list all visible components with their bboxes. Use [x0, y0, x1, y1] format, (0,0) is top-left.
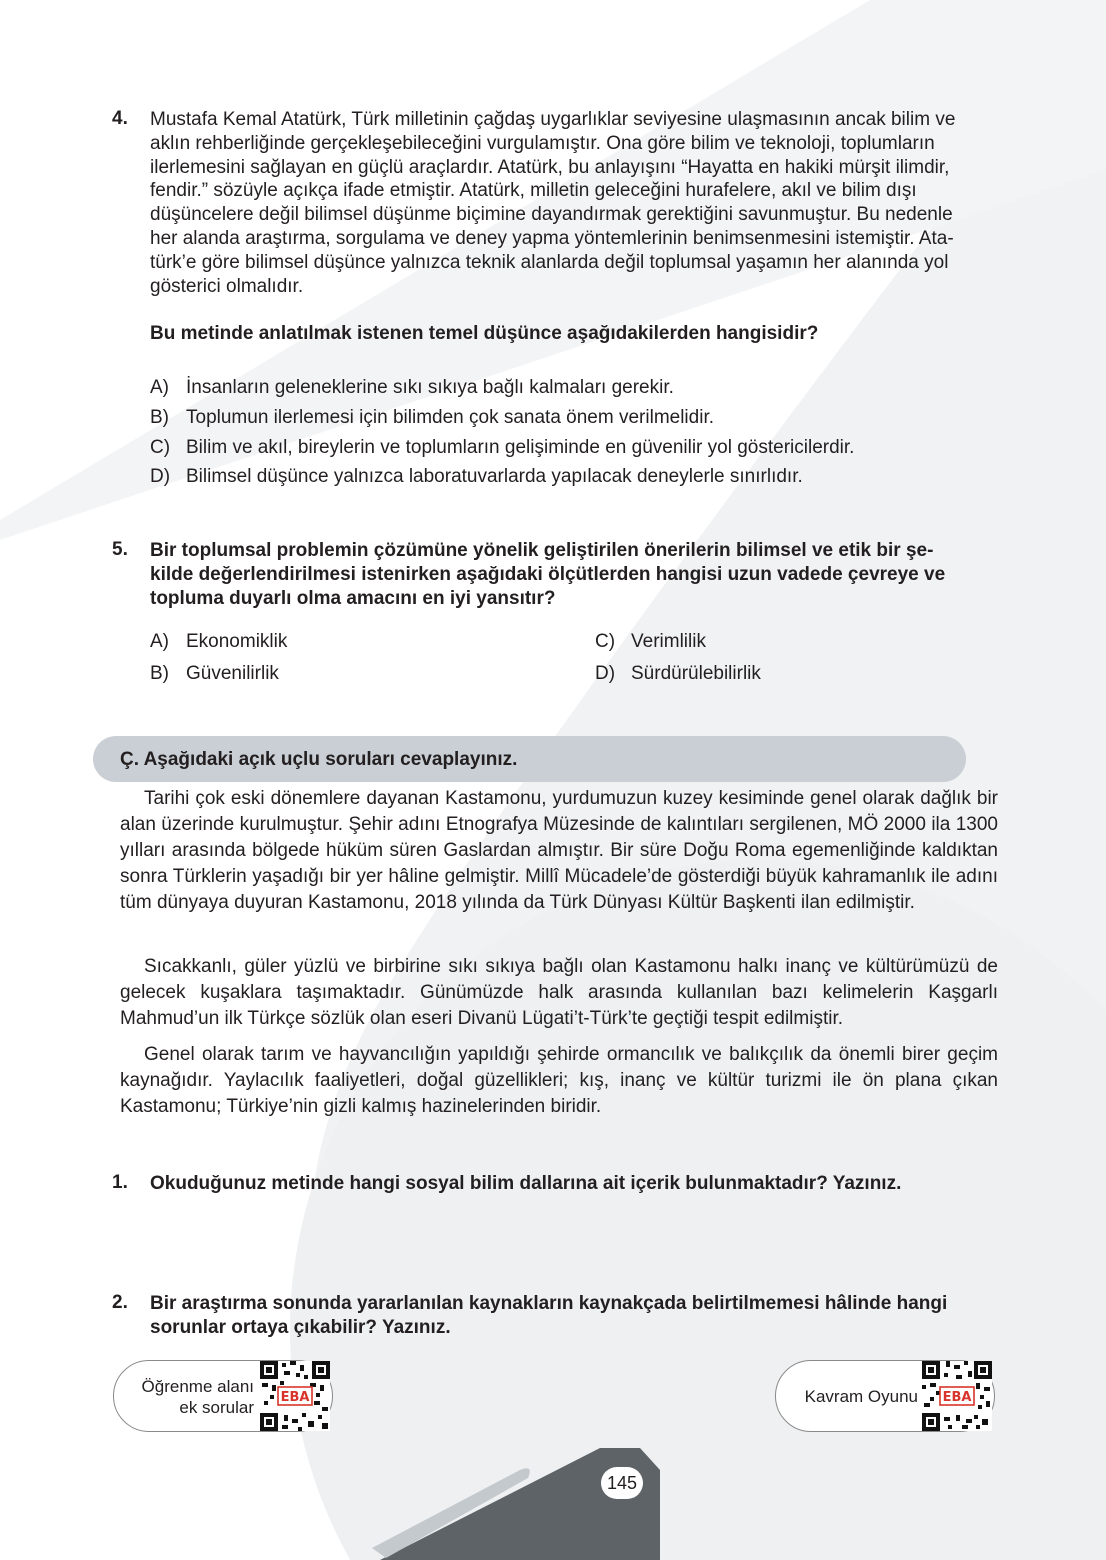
option-letter: D): [150, 466, 171, 487]
option-letter: C): [595, 631, 616, 652]
open-question-1: [112, 1172, 997, 1196]
option-text: Verimlilik: [631, 631, 706, 652]
option-letter: A): [150, 377, 169, 398]
eba-badge: EBA: [942, 1390, 972, 1405]
option-text: Bilimsel düşünce yalnızca laboratuvarlarda yapılacak deneylerle sınırlıdır.: [186, 466, 803, 487]
option-d[interactable]: [595, 663, 761, 685]
option-a[interactable]: [150, 631, 287, 653]
stem-line: kilde değerlendirilmesi istenirken aşağıdaki ölçütlerden hangisi uzun vadede çevreye ve: [150, 564, 946, 585]
qr-card-label: [130, 1376, 254, 1418]
option-letter: C): [150, 437, 171, 458]
option-b[interactable]: [150, 663, 279, 685]
page-number: 145: [601, 1467, 643, 1499]
section-title: Ç. Aşağıdaki açık uçlu soruları cevaplayınız.: [120, 749, 518, 770]
question-stem: Bu metinde anlatılmak istenen temel düşünce aşağıdakilerden hangisidir?: [150, 323, 819, 344]
question-5: [112, 539, 997, 611]
option-b[interactable]: [150, 407, 714, 429]
option-a[interactable]: [150, 377, 674, 399]
option-text: Sürdürülebilirlik: [631, 663, 761, 684]
open-question-2: [112, 1292, 997, 1340]
question-5-stem: [150, 539, 997, 611]
option-d[interactable]: [150, 466, 803, 488]
question-4: [112, 108, 997, 298]
option-c[interactable]: [595, 631, 706, 653]
option-text: Güvenilirlik: [186, 663, 279, 684]
question-number: 5.: [112, 539, 128, 560]
passage-line: aklın rehberliğinde gerçekleşebileceğini vurgulamıştır. Ona göre bilim ve teknoloji, toplumların: [150, 132, 935, 154]
question-4-passage: [150, 108, 997, 298]
passage-line: fendir.” sözüyle açıkça ifade etmiştir. Atatürk, milletin geleceğini hurafelere, akıl ve bilim dışı: [150, 180, 917, 202]
passage-line: düşüncelere değil bilimsel düşünme biçimine dayandırmak gerektiğini savunmuştur. Bu nedenle: [150, 204, 953, 226]
qr-label-line: Öğrenme alanı: [141, 1377, 254, 1396]
passage-paragraph: Sıcakkanlı, güler yüzlü ve birbirine sıkı sıkıya bağlı olan Kastamonu halkı inanç ve kültürümüzü de gelecek kuşaklara taşımaktadır. Günümüzde halk arasında kullanılan bazı kelimelerin Kaşgarlı Mahmud’un ilk Türkçe sözlük olan eseri Divanü Lügati’t-Türk’te geçtiği tespit edilmiştir.: [120, 956, 998, 1029]
question-text: Okuduğunuz metinde hangi sosyal bilim dallarına ait içerik bulunmaktadır? Yazınız.: [150, 1173, 902, 1194]
passage-line: gösterici olmalıdır.: [150, 275, 304, 297]
option-text: Ekonomiklik: [186, 631, 288, 652]
option-letter: B): [150, 663, 169, 684]
option-letter: B): [150, 407, 169, 428]
option-letter: D): [595, 663, 616, 684]
question-line: Bir araştırma sonunda yararlanılan kaynakların kaynakçada belirtilmemesi hâlinde hangi: [150, 1293, 948, 1314]
qr-label-line: ek sorular: [179, 1398, 254, 1417]
option-text: Toplumun ilerlemesi için bilimden çok sanata önem verilmelidir.: [186, 407, 715, 428]
passage-line: Mustafa Kemal Atatürk, Türk milletinin çağdaş uygarlıklar seviyesine ulaşmasının ancak bilim ve: [150, 109, 956, 130]
passage-line: türk’e göre bilimsel düşünce yalnızca teknik alanlarda değil toplumsal yaşamın her alanında yol: [150, 251, 949, 273]
question-number: 4.: [112, 108, 128, 129]
passage-line: her alanda araştırma, sorgulama ve deney yapma yöntemlerinin benimsenmesini istemiştir. Ata-: [150, 227, 954, 249]
eba-badge: EBA: [280, 1390, 310, 1405]
qr-code-icon[interactable]: [922, 1361, 992, 1431]
passage-line: ilerlemesini sağlayan en güçlü araçlardır. Atatürk, bu anlayışını “Hayatta en hakiki mürşit ilimdir,: [150, 156, 950, 178]
stem-line: Bir toplumsal problemin çözümüne yönelik geliştirilen önerilerin bilimsel ve etik bir şe-: [150, 540, 934, 561]
question-line: sorunlar ortaya çıkabilir? Yazınız.: [150, 1317, 451, 1338]
question-4-stem-wrap: [112, 322, 997, 346]
option-c[interactable]: [150, 437, 854, 459]
passage-paragraph: Genel olarak tarım ve hayvancılığın yapıldığı şehirde ormancılık ve balıkçılık da önemli birer geçim kaynağıdır. Yaylacılık faaliyetleri, doğal güzellikleri; kış, inanç ve kültür turizmi ile ön plana çıkan Kastamonu; Türkiye’nin gizli kalmış hazinelerinden biridir.: [120, 1044, 998, 1117]
option-text: İnsanların geleneklerine sıkı sıkıya bağlı kalmaları gerekir.: [186, 377, 674, 398]
question-number: 1.: [112, 1172, 128, 1193]
qr-card-label: Kavram Oyunu: [804, 1387, 918, 1406]
passage-paragraph: Tarihi çok eski dönemlere dayanan Kastamonu, yurdumuzun kuzey kesiminde genel olarak dağlık bir alan üzerinde kurulmuştur. Şehir adını Etnografya Müzesinde de kalıntıları sergilenen, MÖ 2000 ila 1300 yılları arasında bölgede hüküm süren Gaslardan almıştır. Bir süre Doğu Roma egemenliğinde kaldıktan sonra Türklerin yaşadığı bir yer hâline gelmiştir. Millî Mücadele’de gösterdiği büyük kahramanlık ile adını tüm dünyaya duyuran Kastamonu, 2018 yılında da Türk Dünyası Kültür Başkenti ilan edilmiştir.: [120, 788, 998, 913]
question-number: 2.: [112, 1292, 128, 1313]
stem-line: topluma duyarlı olma amacını en iyi yansıtır?: [150, 588, 556, 609]
question-text: [150, 1292, 997, 1340]
option-text: Bilim ve akıl, bireylerin ve toplumların gelişiminde en güvenilir yol göstericilerdir.: [186, 437, 855, 458]
option-letter: A): [150, 631, 169, 652]
qr-code-icon[interactable]: [260, 1361, 330, 1431]
